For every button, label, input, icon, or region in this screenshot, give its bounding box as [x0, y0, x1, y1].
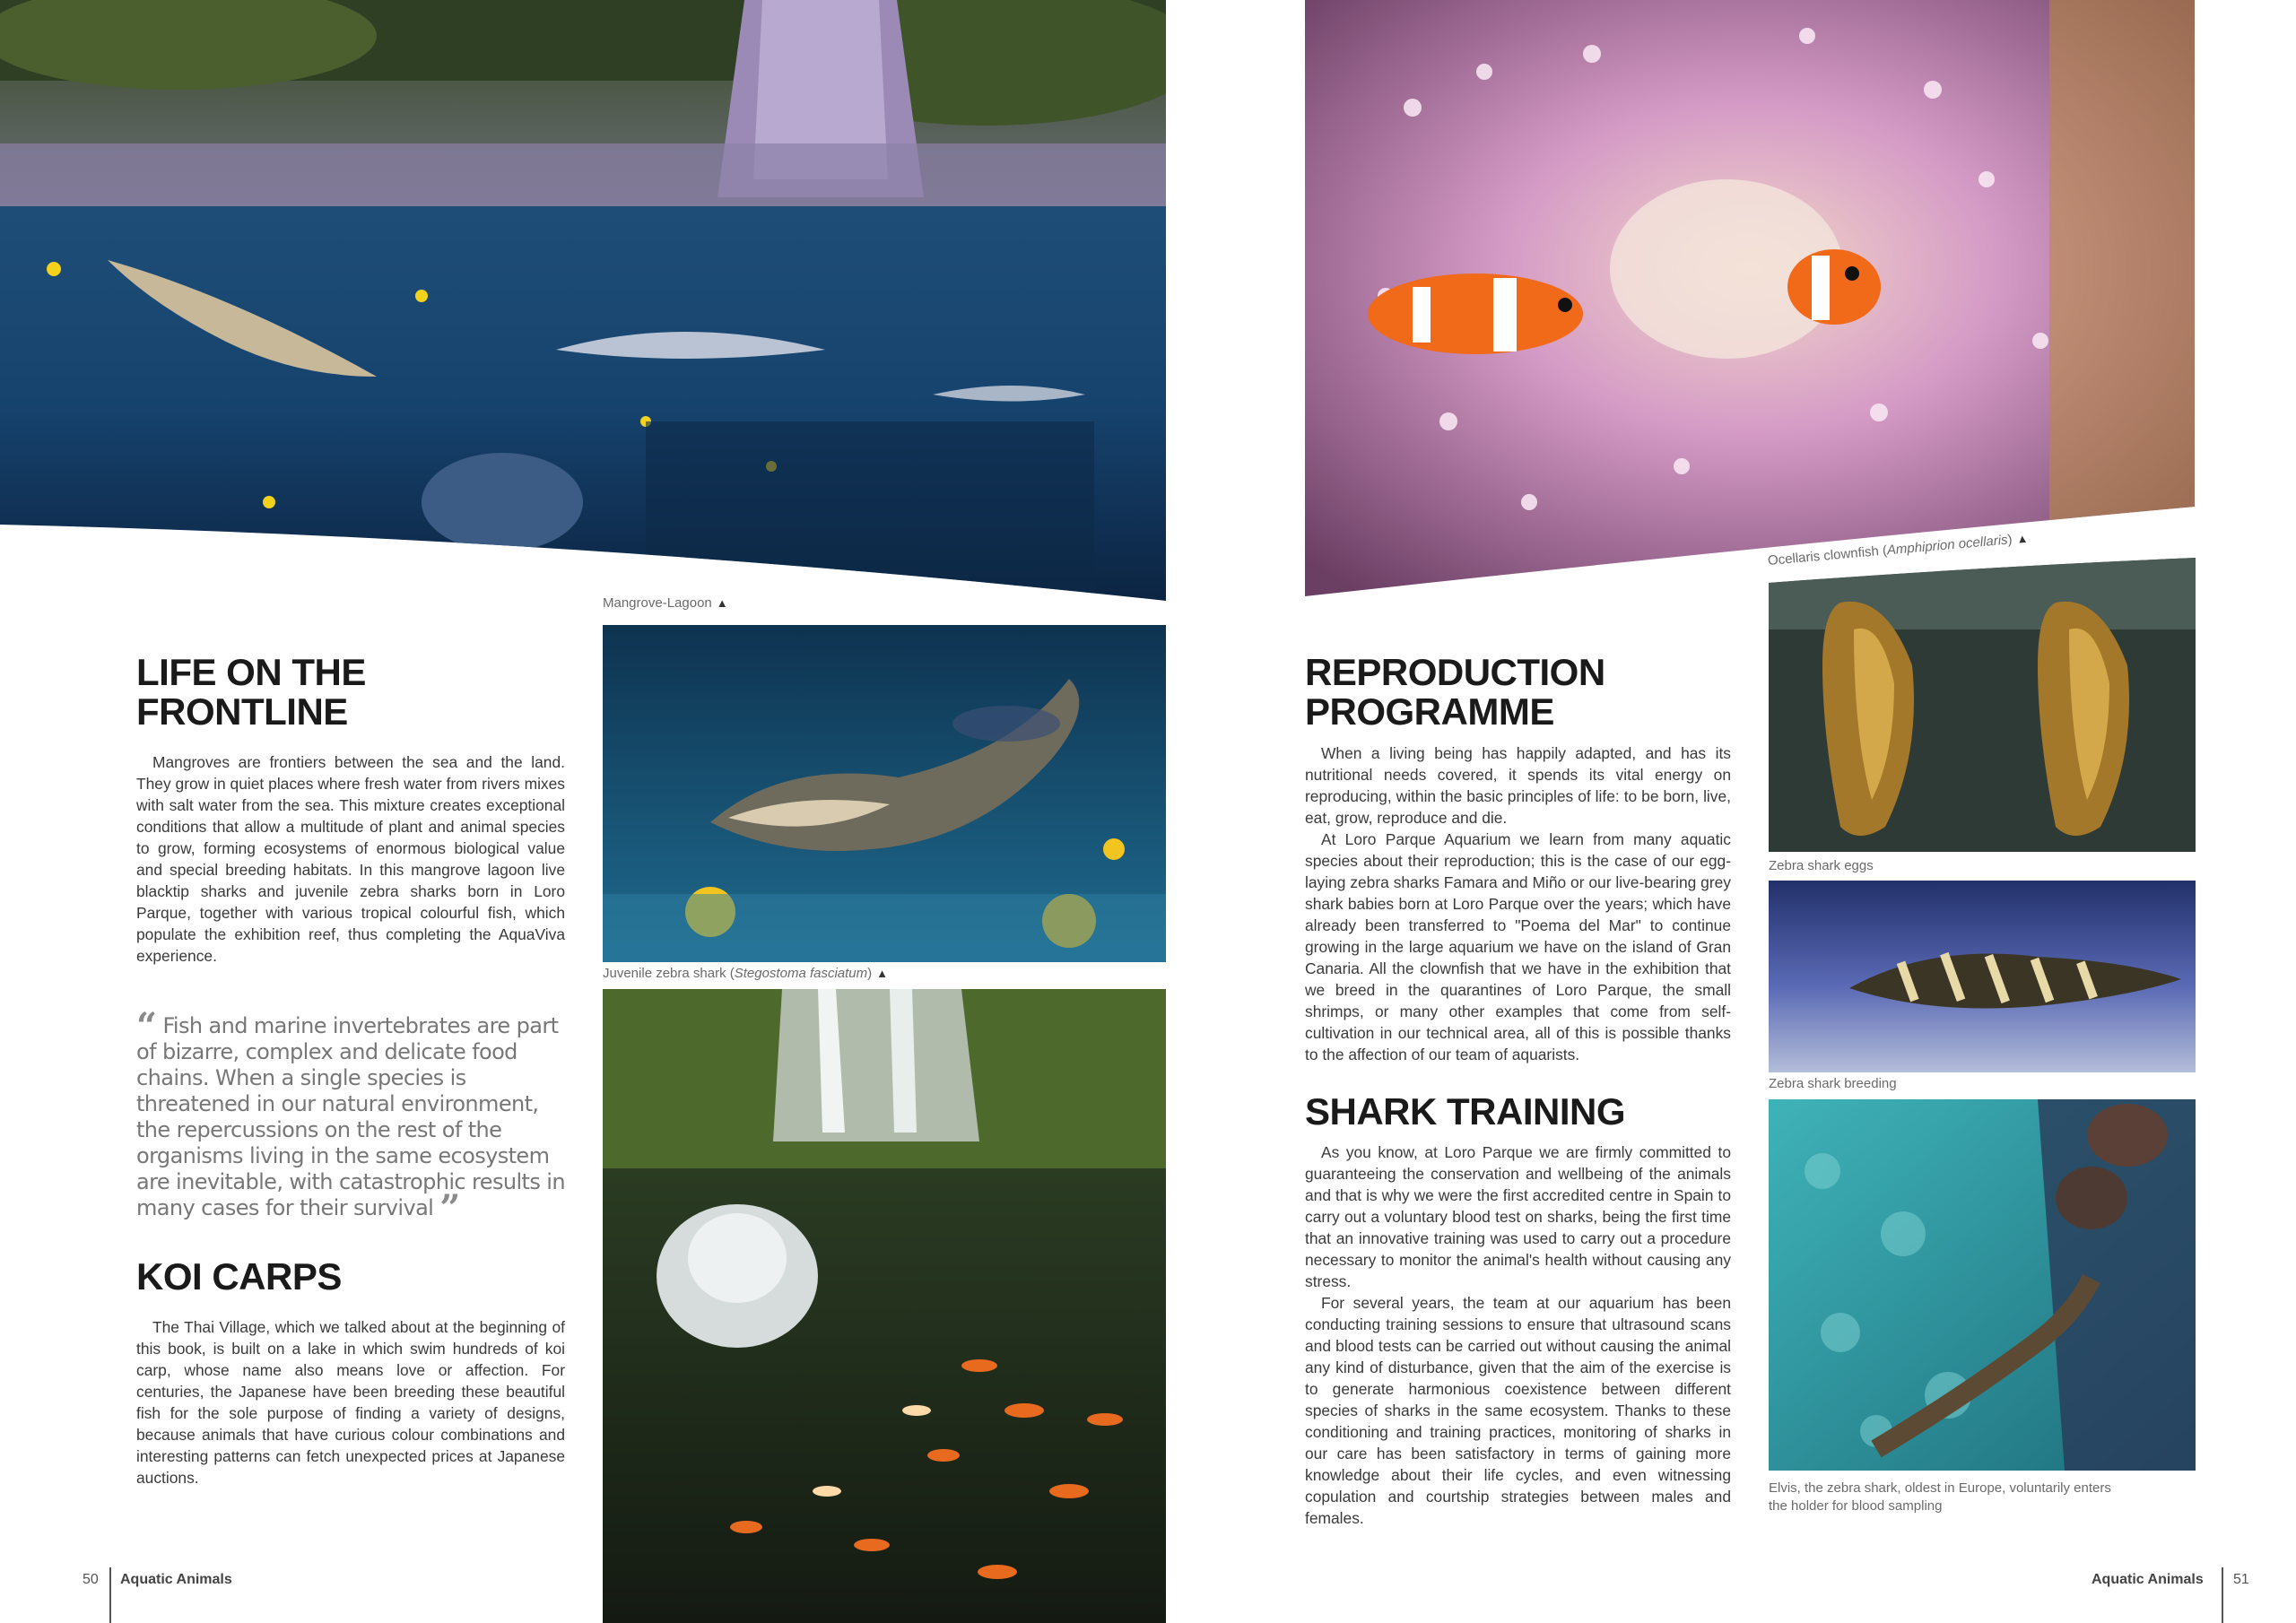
juvenile-zebra-shark-photo [603, 625, 1166, 962]
caption-juvenile-zebra-shark [603, 965, 888, 983]
body-paragraph: For several years, the team at our aquarium has been conducting training sessions to ensure that ultrasound scans and blood tests can be carried out without causing the animal any kind of disturbance, given that the aim of the exercise is to generate harmonious coexistence between different species of sharks in the same ecosystem. Thanks to these conditioning and training practices, monitoring of sharks in our care has been satisfactory in terms of gaining more knowledge about their life cycles, and even witnessing copulation and courtship strategies between males and females. [1305, 1294, 1731, 1527]
caption-zebra-species: Stegostoma fasciatum [734, 966, 868, 981]
pull-quote-text: Fish and marine invertebrates are part of bizarre, complex and delicate food chains. When a single species is threatened in our natural environment, the repercussions on the rest of the organisms living in the same ecosystem are inevitable, with catastrophic results in many cases for their survival [136, 1013, 565, 1220]
close-quote-icon: ” [439, 1187, 460, 1229]
open-quote-icon: “ [136, 1005, 157, 1047]
footer-divider-right [2222, 1567, 2223, 1623]
caption-zebra-shark-eggs: Zebra shark eggs [1769, 858, 1874, 873]
section-body-reproduction [1305, 742, 1731, 1065]
caption-mangrove-lagoon [603, 595, 728, 612]
clownfish-anemone-photo [1305, 0, 2195, 596]
elvis-blood-sampling-photo [1769, 1099, 2196, 1471]
koi-pond-photo [603, 989, 1166, 1623]
section-title-koi-carps: KOI CARPS [136, 1255, 342, 1298]
footer-label-left: Aquatic Animals [120, 1572, 232, 1587]
body-paragraph: At Loro Parque Aquarium we learn from many aquatic species about their reproduction; this is the case of our egg-laying zebra sharks Famara and Miño or our live-bearing grey shark babies born at Loro Parque over the years; which have already been transferred to "Poema del Mar" to continue growing in the large aquarium we have on the island of Gran Canaria. All the clownfish that we have in the exhibition that we breed in the quarantines of Loro Parque, the small shrimps, or many other examples that come from self-cultivation in our technical area, all of this is possible thanks to the affection of our team of aquarists. [1305, 830, 1731, 1063]
caption-elvis-line2: the holder for blood sampling [1769, 1498, 1943, 1514]
zebra-shark-breeding-photo [1769, 881, 2196, 1072]
zebra-shark-eggs-photo [1769, 558, 2196, 852]
pull-quote [136, 1005, 567, 1229]
section-title-life-on-the-frontline: LIFE ON THE FRONTLINE [136, 651, 366, 733]
caption-clownfish-prefix: Ocellaris clownfish ( [1767, 542, 1888, 569]
body-paragraph: When a living being has happily adapted, and has its nutritional needs covered, it spends its vital energy on reproducing, within the basic principles of life: to be born, live, eat, grow, reproduce and die. [1305, 744, 1731, 827]
caption-marker-icon: ▲ [876, 967, 889, 980]
caption-marker-icon: ▲ [716, 596, 728, 610]
caption-clownfish-suffix: ) [2006, 532, 2013, 548]
body-paragraph: As you know, at Loro Parque we are firmly committed to guaranteeing the conservation and wellbeing of the animals and that is why we were the first accredited centre in Spain to carry out a voluntary blood test on sharks, being the first time that an innovative training was used to carry out a procedure necessary to monitor the animal's health without causing any stress. [1305, 1143, 1731, 1290]
page-number-right: 51 [2233, 1572, 2249, 1587]
footer-label-right: Aquatic Animals [2092, 1572, 2204, 1587]
caption-zebra-prefix: Juvenile zebra shark ( [603, 966, 735, 981]
footer-divider-left [109, 1567, 111, 1623]
mangrove-lagoon-photo [0, 0, 1166, 601]
section-body-shark-training [1305, 1141, 1731, 1529]
caption-marker-icon: ▲ [2015, 531, 2029, 546]
caption-zebra-suffix: ) [867, 966, 873, 981]
page-number-left: 50 [83, 1572, 99, 1587]
body-paragraph: Mangroves are frontiers between the sea and the land. They grow in quiet places where fresh water from rivers mixes with salt water from the sea. This mixture creates exceptional conditions that allow a multitude of plant and animal species to grow, forming ecosystems of enormous biological value and special breeding habitats. In this mangrove lagoon live blacktip sharks and juvenile zebra sharks born in Loro Parque, together with various tropical colourful fish, which populate the exhibition reef, thus completing the AquaViva experience. [136, 753, 565, 965]
caption-elvis-line1: Elvis, the zebra shark, oldest in Europe, voluntarily enters [1769, 1480, 2111, 1496]
section-body-koi [136, 1316, 565, 1488]
caption-clownfish-species: Amphiprion ocellaris [1886, 532, 2009, 559]
caption-elvis [1769, 1480, 2199, 1515]
caption-zebra-shark-breeding: Zebra shark breeding [1769, 1076, 1897, 1091]
section-body-mangroves [136, 751, 565, 967]
section-title-shark-training: SHARK TRAINING [1305, 1090, 1625, 1133]
body-paragraph: The Thai Village, which we talked about at the beginning of this book, is built on a lake in which swim hundreds of koi carp, whose name also means love or affection. For centuries, the Japanese have been breeding these beautiful fish for the sole purpose of finding a variety of designs, because animals that have curious colour combinations and interesting patterns can fetch unexpected prices at Japanese auctions. [136, 1318, 565, 1487]
caption-mangrove-lagoon-text: Mangrove-Lagoon [603, 595, 712, 611]
section-title-reproduction-programme: REPRODUCTION PROGRAMME [1305, 651, 1605, 733]
